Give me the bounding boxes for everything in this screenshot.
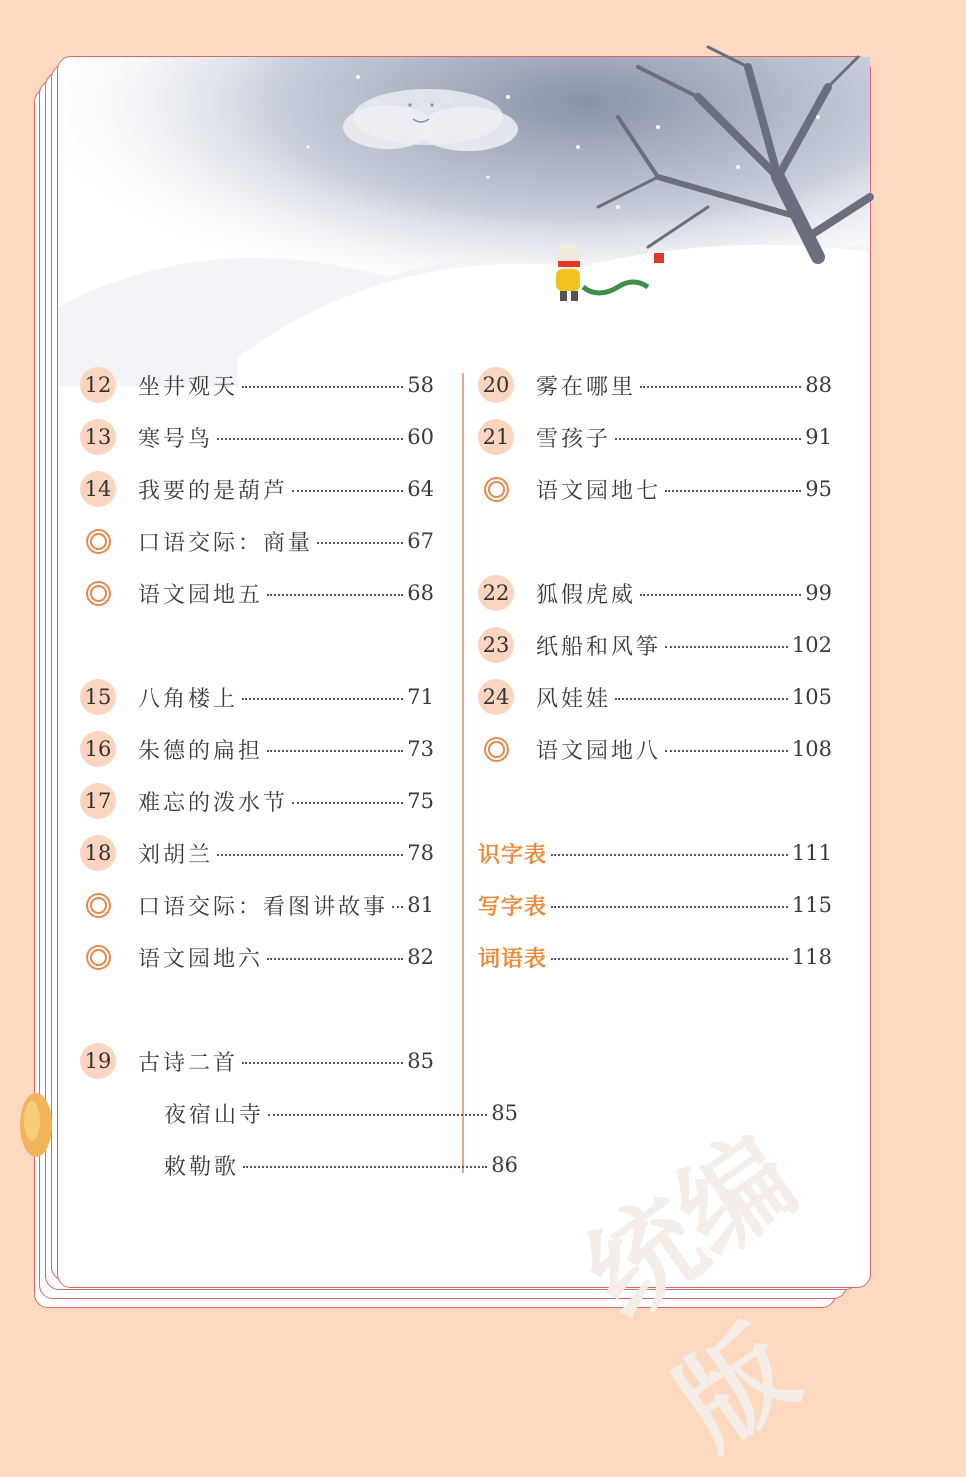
lesson-number-badge: 22 <box>478 575 514 611</box>
toc-entry[interactable] <box>80 521 434 561</box>
lesson-number-badge: 16 <box>80 731 116 767</box>
toc-entry-title: 寒号鸟 <box>138 426 214 452</box>
lesson-number-badge: 19 <box>80 1043 116 1079</box>
dot-leader <box>615 698 788 700</box>
toc-page-number: 108 <box>791 737 832 761</box>
toc-entry[interactable] <box>478 833 832 873</box>
toc-entry[interactable] <box>80 573 434 613</box>
toc-entry-title: 词语表 <box>478 945 548 972</box>
dot-leader <box>665 646 788 648</box>
toc-entry-title: 语文园地七 <box>536 478 662 504</box>
toc-entry-title: 坐井观天 <box>138 374 239 400</box>
toc-page-number: 111 <box>791 841 832 865</box>
toc-entry[interactable] <box>80 1093 518 1133</box>
toc-page-number: 102 <box>791 633 832 657</box>
toc-entry[interactable] <box>80 365 434 405</box>
dot-leader <box>243 1166 487 1168</box>
toc-entry-title: 语文园地八 <box>536 738 662 764</box>
dot-leader <box>551 854 788 856</box>
toc-entry[interactable] <box>80 885 434 925</box>
dot-leader <box>640 386 801 388</box>
toc-entry[interactable] <box>478 469 832 509</box>
column-divider <box>462 373 464 1173</box>
dot-leader <box>665 750 788 752</box>
dot-leader <box>242 698 403 700</box>
dot-leader <box>392 906 403 908</box>
toc-entry[interactable] <box>80 417 434 457</box>
dot-leader <box>217 438 403 440</box>
toc-page-number: 85 <box>407 1049 434 1073</box>
dot-leader <box>317 542 403 544</box>
toc-entry-title: 夜宿山寺 <box>164 1102 265 1128</box>
toc-entry-title: 古诗二首 <box>138 1050 239 1076</box>
dot-leader <box>217 854 403 856</box>
toc-page-number: 58 <box>407 373 434 397</box>
toc-page-number: 118 <box>791 945 832 969</box>
dot-leader <box>292 490 403 492</box>
toc-entry-title: 难忘的泼水节 <box>138 790 289 816</box>
toc-entry-title: 语文园地六 <box>138 946 264 972</box>
toc-entry[interactable] <box>478 417 832 457</box>
toc-entry[interactable] <box>80 833 434 873</box>
toc-entry-title: 朱德的扁担 <box>138 738 264 764</box>
toc-entry-title: 狐假虎威 <box>536 582 637 608</box>
toc-entry-title: 八角楼上 <box>138 686 239 712</box>
leaf-decoration <box>10 1085 58 1165</box>
winter-scene-illustration <box>58 57 870 387</box>
dot-leader <box>267 594 403 596</box>
toc-entry[interactable] <box>478 885 832 925</box>
toc-entry-title: 口语交际：看图讲故事 <box>138 894 389 920</box>
toc-page-number: 82 <box>407 945 434 969</box>
toc-page-number: 88 <box>805 373 832 397</box>
toc-entry-title: 风娃娃 <box>536 686 612 712</box>
toc-entry-title: 雪孩子 <box>536 426 612 452</box>
toc-page-number: 91 <box>805 425 832 449</box>
double-circle-icon <box>478 471 514 507</box>
double-circle-icon <box>80 523 116 559</box>
double-circle-icon <box>478 731 514 767</box>
lesson-number-badge: 24 <box>478 679 514 715</box>
toc-page-number: 105 <box>791 685 832 709</box>
toc-entry-title: 语文园地五 <box>138 582 264 608</box>
toc-entry-title: 我要的是葫芦 <box>138 478 289 504</box>
lesson-number-badge: 15 <box>80 679 116 715</box>
toc-entry[interactable] <box>478 677 832 717</box>
toc-page-number: 86 <box>491 1153 518 1177</box>
toc-entry-title: 雾在哪里 <box>536 374 637 400</box>
lesson-number-badge: 14 <box>80 471 116 507</box>
dot-leader <box>267 958 403 960</box>
dot-leader <box>615 438 801 440</box>
double-circle-icon <box>80 575 116 611</box>
toc-entry[interactable] <box>478 573 832 613</box>
toc-page-number: 95 <box>805 477 832 501</box>
red-box-icon <box>654 253 664 263</box>
dot-leader <box>268 1114 487 1116</box>
toc-entry[interactable] <box>80 1145 518 1185</box>
toc-entry[interactable] <box>478 365 832 405</box>
toc-entry-title: 敕勒歌 <box>164 1154 240 1180</box>
toc-entry[interactable] <box>478 937 832 977</box>
watermark: 统编版 <box>563 1110 819 1472</box>
dot-leader <box>640 594 801 596</box>
dot-leader <box>551 958 788 960</box>
toc-entry[interactable] <box>478 729 832 769</box>
toc-entry-title: 写字表 <box>478 893 548 920</box>
dot-leader <box>242 1062 403 1064</box>
toc-entry[interactable] <box>80 937 434 977</box>
dot-leader <box>551 906 788 908</box>
toc-entry-title: 口语交际：商量 <box>138 530 314 556</box>
toc-page <box>57 56 871 1472</box>
double-circle-icon <box>80 887 116 923</box>
dot-leader <box>665 490 801 492</box>
toc-page-number: 85 <box>491 1101 518 1125</box>
toc-entry-title: 刘胡兰 <box>138 842 214 868</box>
lesson-number-badge: 21 <box>478 419 514 455</box>
toc-entry-title: 纸船和风筝 <box>536 634 662 660</box>
toc-entry[interactable] <box>478 625 832 665</box>
dot-leader <box>242 386 403 388</box>
toc-entry[interactable] <box>80 1041 434 1081</box>
toc-entry[interactable] <box>80 469 434 509</box>
toc-page-number: 78 <box>407 841 434 865</box>
dot-leader <box>292 802 403 804</box>
toc-page-number: 64 <box>407 477 434 501</box>
double-circle-icon <box>80 939 116 975</box>
toc-entry[interactable] <box>80 677 434 717</box>
toc-page-number: 67 <box>407 529 434 553</box>
lesson-number-badge: 18 <box>80 835 116 871</box>
dot-leader <box>267 750 403 752</box>
toc-entry[interactable] <box>80 781 434 821</box>
lesson-number-badge: 12 <box>80 367 116 403</box>
toc-page-number: 68 <box>407 581 434 605</box>
lesson-number-badge: 13 <box>80 419 116 455</box>
toc-page-number: 71 <box>407 685 434 709</box>
toc-page-number: 99 <box>805 581 832 605</box>
toc-entry[interactable] <box>80 729 434 769</box>
toc-page-number: 75 <box>407 789 434 813</box>
toc-page-number: 81 <box>407 893 434 917</box>
lesson-number-badge: 20 <box>478 367 514 403</box>
toc-entry-title: 识字表 <box>478 841 548 868</box>
lesson-number-badge: 17 <box>80 783 116 819</box>
lesson-number-badge: 23 <box>478 627 514 663</box>
toc-page-number: 115 <box>791 893 832 917</box>
toc-page-number: 73 <box>407 737 434 761</box>
toc-page-number: 60 <box>407 425 434 449</box>
